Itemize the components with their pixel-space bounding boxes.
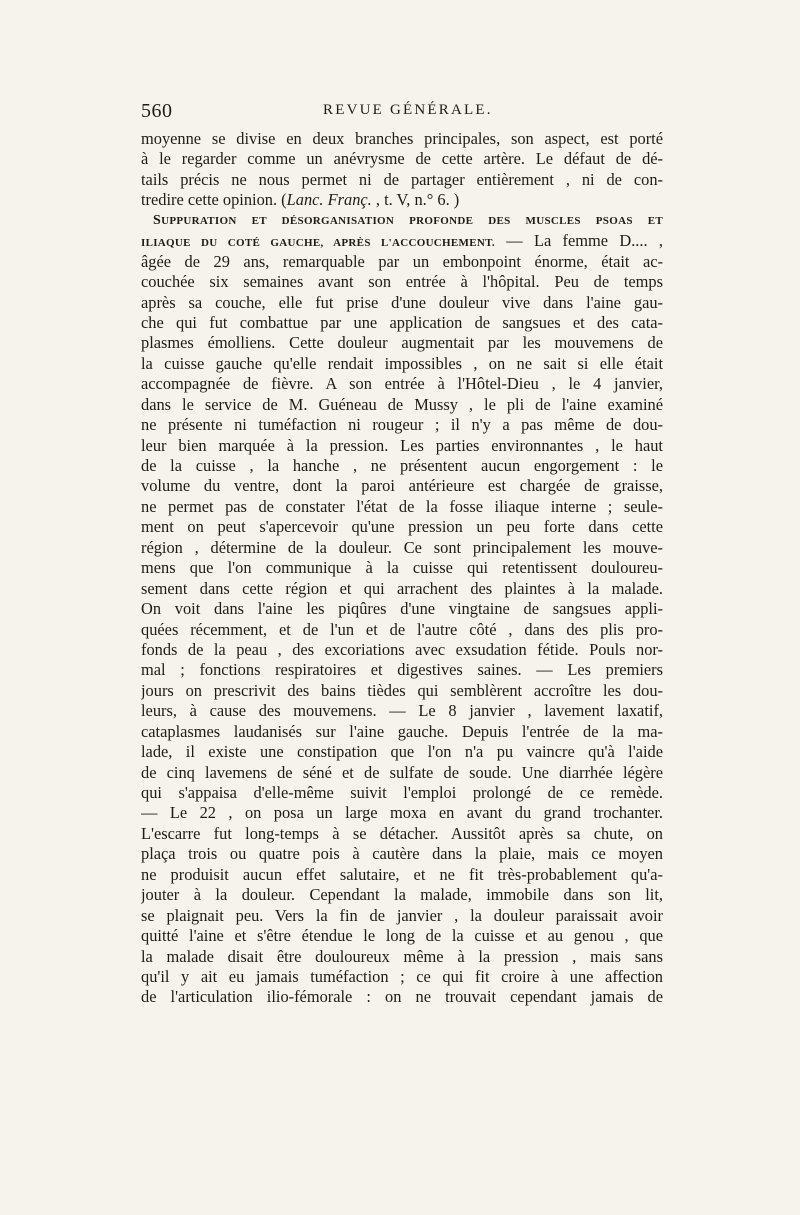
citation-prefix: tredire cette opinion. ( — [141, 190, 287, 210]
text-line: quitté l'aine et s'être étendue le long de la cuisse et au genou , que — [141, 926, 663, 946]
citation-source: Lanc. Franç. — [286, 190, 372, 210]
text-line: ne permet pas de constater l'état de la fosse iliaque interne ; seule- — [141, 496, 663, 516]
text-line: de la cuisse , la hanche , ne présentent aucun engorgement : le — [141, 456, 663, 475]
citation-line — [141, 190, 663, 210]
text-line: qu'il y ait eu jamais tuméfaction ; ce qui fit croire à une affection — [141, 966, 663, 986]
text-line: leurs, à cause des mouvemens. — Le 8 janvier , lavement laxatif, — [141, 701, 663, 721]
text-line: âgée de 29 ans, remarquable par un embonpoint énorme, était ac- — [141, 251, 663, 271]
text-line: L'escarre fut long-temps à se détacher. Aussitôt après sa chute, on — [141, 823, 663, 843]
text-line: qui s'appaisa d'elle-même suivit l'emploi prolongé de ce remède. — [141, 783, 663, 802]
page-header — [141, 100, 663, 124]
text-line: ne produisit aucun effet salutaire, et ne fit très-probablement qu'a- — [141, 864, 663, 884]
body-text — [141, 129, 663, 1008]
text-line: se plaignait peu. Vers la fin de janvier , la douleur paraissait avoir — [141, 905, 663, 925]
text-line: accompagnée de fièvre. A son entrée à l'Hôtel-Dieu , le 4 janvier, — [141, 374, 663, 394]
text-line: quées récemment, et de l'un et de l'autre côté , dans des plis pro- — [141, 619, 663, 639]
text-line: couchée six semaines avant son entrée à l'hôpital. Peu de temps — [141, 272, 663, 292]
section-heading-line-1 — [141, 211, 663, 231]
text-line: sement dans cette région et qui arrachent des plaintes à la malade. — [141, 578, 663, 598]
text-line: cataplasmes laudanisés sur l'aine gauche. Depuis l'entrée de la ma- — [141, 721, 663, 741]
text-line: plasmes émolliens. Cette douleur augmentait par les mouvemens de — [141, 333, 663, 353]
page-number: 560 — [141, 100, 173, 122]
text-line: fonds de la peau , des excoriations avec exsudation fétide. Pouls nor- — [141, 639, 663, 659]
text-line: tails précis ne nous permet ni de partager entièrement , ni de con- — [141, 169, 663, 189]
section-heading-line-2 — [141, 231, 663, 251]
text-line: leur bien marquée à la pression. Les parties environnantes , le haut — [141, 435, 663, 455]
text-line: ne présente ni tuméfaction ni rougeur ; il n'y a pas même de dou- — [141, 415, 663, 435]
heading-tail-text: — La femme D.... , — [494, 231, 663, 251]
text-line: après sa couche, elle fut prise d'une douleur vive dans l'aine gau- — [141, 292, 663, 312]
text-line: de l'articulation ilio-fémorale : on ne trouvait cependant jamais de — [141, 987, 663, 1007]
text-line: la malade disait être douloureux même à la pression , mais sans — [141, 946, 663, 966]
text-line: jours on prescrivit des bains tièdes qui semblèrent accroître les dou- — [141, 680, 663, 700]
text-line: moyenne se divise en deux branches principales, son aspect, est porté — [141, 129, 663, 148]
text-line: plaça trois ou quatre pois à cautère dans la plaie, mais ce moyen — [141, 844, 663, 864]
heading-initial: S — [153, 212, 162, 228]
running-head: REVUE GÉNÉRALE. — [323, 102, 493, 118]
text-line: — Le 22 , on posa un large moxa en avant du grand trochanter. — [141, 803, 663, 823]
text-line: volume du ventre, dont la paroi antérieure est chargée de graisse, — [141, 476, 663, 496]
text-line: lade, il existe une constipation que l'on n'a pu vaincre qu'à l'aide — [141, 742, 663, 762]
citation-suffix: , t. V, n.° 6. ) — [371, 190, 460, 210]
text-line: On voit dans l'aine les piqûres d'une vingtaine de sangsues appli- — [141, 599, 663, 619]
text-line: dans le service de M. Guéneau de Mussy , le pli de l'aine examiné — [141, 394, 663, 414]
text-line: à le regarder comme un anévrysme de cette artère. Le défaut de dé- — [141, 149, 663, 169]
text-line: mal ; fonctions respiratoires et digestives saines. — Les premiers — [141, 660, 663, 680]
text-line: région , détermine de la douleur. Ce sont principalement les mouve- — [141, 537, 663, 557]
text-line: la cuisse gauche qu'elle rendait impossibles , on ne sait si elle était — [141, 353, 663, 373]
text-line: de cinq lavemens de séné et de sulfate de soude. Une diarrhée légère — [141, 762, 663, 782]
text-line: ment on peut s'apercevoir qu'une pression un peu forte dans cette — [141, 517, 663, 537]
heading-text-continued: ILIAQUE DU COTÉ GAUCHE, APRÈS L'ACCOUCHEMENT. — [141, 237, 495, 250]
text-line: che qui fut combattue par une application de sangsues et des cata- — [141, 312, 663, 332]
text-line: mens que l'on communique à la cuisse qui retentissent douloureu- — [141, 558, 663, 578]
text-line: jouter à la douleur. Cependant la malade, immobile dans son lit, — [141, 885, 663, 905]
heading-text: UPPURATION ET DÉSORGANISATION PROFONDE DES MUSCLES PSOAS ET — [161, 214, 663, 227]
